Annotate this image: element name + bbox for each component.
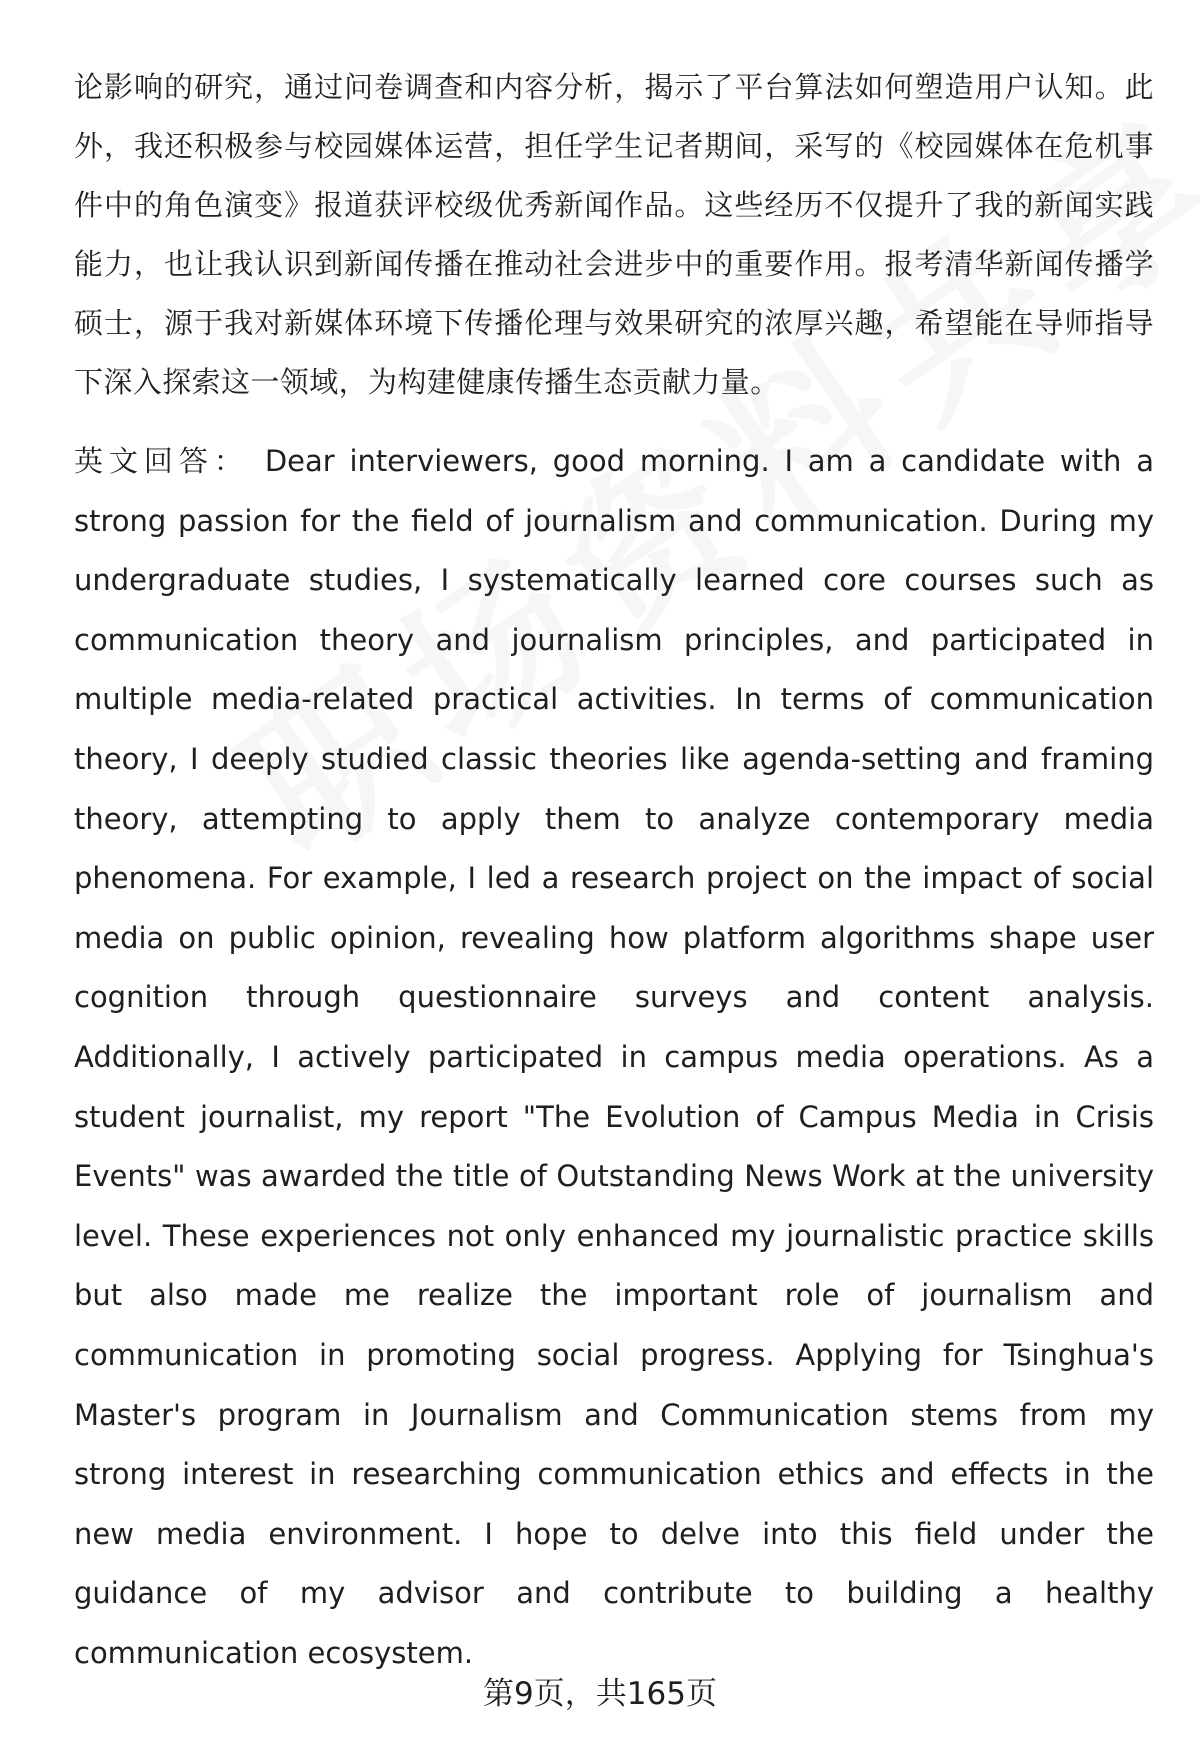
document-body <box>74 58 1154 1683</box>
chinese-answer-paragraph: 论影响的研究，通过问卷调查和内容分析，揭示了平台算法如何塑造用户认知。此外，我还积极参与校园媒体运营，担任学生记者期间，采写的《校园媒体在危机事件中的角色演变》报道获评校级优秀新闻作品。这些经历不仅提升了我的新闻实践能力，也让我认识到新闻传播在推动社会进步中的重要作用。报考清华新闻传播学硕士，源于我对新媒体环境下传播伦理与效果研究的浓厚兴趣，希望能在导师指导下深入探索这一领域，为构建健康传播生态贡献力量。 <box>74 70 1154 399</box>
page-number-footer: 第9页，共165页 <box>483 1676 717 1712</box>
english-answer-label: 英文回答： <box>74 444 249 478</box>
english-answer-text: Dear interviewers, good morning. I am a candidate with a strong passion for the field of journalism and communication. During my undergraduate studies, I systematically learned core courses such as communication theory and journalism principles, and participated in multiple media-related practical activities. In terms of communication theory, I deeply studied classic theories like agenda-setting and framing theory, attempting to apply them to analyze contemporary media phenomena. For example, I led a research project on the impact of social media on public opinion, revealing how platform algorithms shape user cognition through questionnaire surveys and content analysis. Additionally, I actively participated in campus media operations. As a student journalist, my report "The Evolution of Campus Media in Crisis Events" was awarded the title of Outstanding News Work at the university level. These experiences not only enhanced my journalistic practice skills but also made me realize the important role of journalism and communication in promoting social progress. Applying for Tsinghua's Master's program in Journalism and Communication stems from my strong interest in researching communication ethics and effects in the new media environment. I hope to delve into this field under the guidance of my advisor and contribute to building a healthy communication ecosystem. <box>74 444 1154 1670</box>
english-answer-paragraph <box>74 432 1154 1683</box>
